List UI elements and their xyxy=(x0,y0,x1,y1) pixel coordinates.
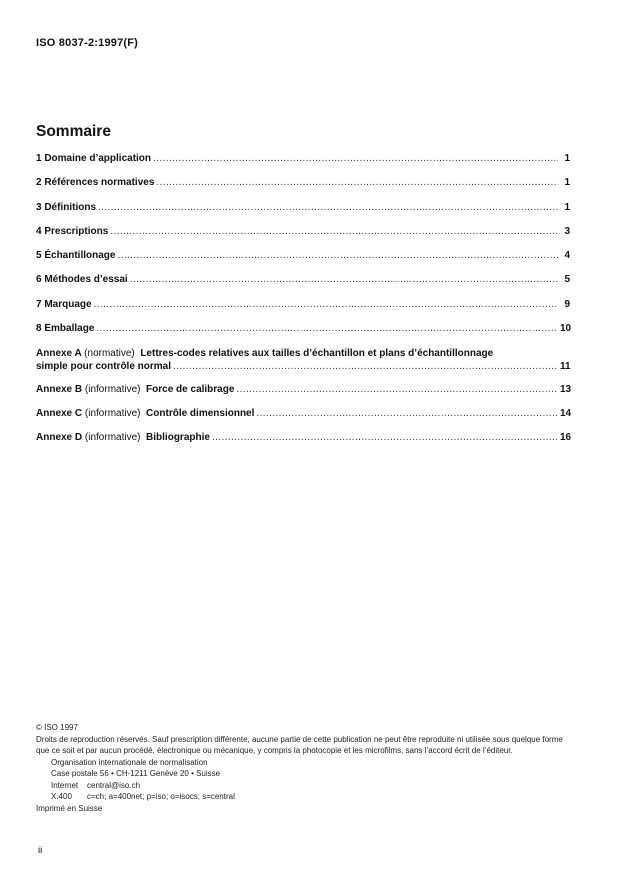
page-title: Sommaire xyxy=(36,123,111,140)
toc-entry-label xyxy=(36,384,234,395)
toc-entry[interactable] xyxy=(36,323,570,337)
internet-label: Internet xyxy=(51,780,79,790)
toc-entry[interactable] xyxy=(36,274,570,288)
toc-entry-label: 6 Méthodes d’essai xyxy=(36,274,128,285)
toc-annex-a-heading[interactable] xyxy=(36,348,493,359)
toc-entry-page: 14 xyxy=(560,408,572,419)
toc-entry[interactable] xyxy=(36,408,570,422)
toc-entry-page: 4 xyxy=(564,250,570,261)
toc-entry[interactable] xyxy=(36,177,570,191)
toc-entry[interactable] xyxy=(36,384,570,398)
copyright-notice: © ISO 1997 xyxy=(36,723,78,732)
toc-annex-title: Force de calibrage xyxy=(146,384,235,395)
toc-entry-label xyxy=(36,408,254,419)
toc-entry-label: 8 Emballage xyxy=(36,323,95,334)
toc-dot-leader xyxy=(236,384,558,395)
toc-dot-leader xyxy=(153,153,558,164)
toc-annex-kind: (informative) xyxy=(84,384,141,395)
internet-address xyxy=(36,780,576,792)
toc-entry-page: 3 xyxy=(564,226,570,237)
organisation-name: Organisation internationale de normalisation xyxy=(51,757,208,767)
printed-in: Imprimé en Suisse xyxy=(36,803,103,813)
toc-entry-page: 1 xyxy=(564,177,570,188)
x400-label: X.400 xyxy=(51,792,72,801)
toc-entry-page: 1 xyxy=(564,202,570,213)
toc-annex-name: Annexe B xyxy=(36,384,83,395)
toc-annex-kind: (informative) xyxy=(84,432,141,443)
postal-address: Case postale 56 • CH-1211 Genève 20 • Suisse xyxy=(51,769,221,778)
toc-entry-label: 1 Domaine d’application xyxy=(36,153,152,164)
toc-entry[interactable] xyxy=(36,432,570,446)
toc-entry-page: 13 xyxy=(560,384,572,395)
toc-annex-name: Annexe A xyxy=(36,348,82,359)
toc-entry-page: 10 xyxy=(560,323,572,334)
x400-address xyxy=(36,791,576,803)
toc-entry-label xyxy=(36,432,210,443)
internet-value: central@iso.ch xyxy=(87,780,141,790)
toc-entry-label: 3 Définitions xyxy=(36,202,97,213)
toc-annex-title: Lettres-codes relatives aux tailles d’échantillon et plans d’échantillonnage xyxy=(140,348,494,359)
toc-dot-leader xyxy=(173,361,558,372)
copyright-rights-text: Droits de reproduction réservés. Sauf prescription différente, aucune partie de cette publication ne peut être reproduite ni utilisée sous quelque forme que ce soit et par aucun procédé, électronique ou mécanique, y compris la photocopie et les microfilms, sans l’accord écrit de l’éditeur. xyxy=(36,734,563,755)
toc-annex-name: Annexe C xyxy=(36,408,83,419)
toc-dot-leader xyxy=(212,432,558,443)
toc-dot-leader xyxy=(256,408,558,419)
toc-entry-page: 11 xyxy=(560,361,571,372)
toc-entry-label: 4 Prescriptions xyxy=(36,226,109,237)
toc-entry-page: 5 xyxy=(564,274,570,285)
copyright-block xyxy=(36,722,576,814)
toc-entry[interactable] xyxy=(36,226,570,240)
toc-annex-kind: (normative) xyxy=(84,348,135,359)
toc-entry[interactable] xyxy=(36,299,570,313)
document-header: ISO 8037-2:1997(F) xyxy=(36,37,139,49)
toc-annex-title-cont: simple pour contrôle normal xyxy=(36,361,172,372)
toc-annex-kind: (informative) xyxy=(84,408,141,419)
toc-dot-leader xyxy=(98,202,558,213)
toc-dot-leader xyxy=(130,274,558,285)
toc-dot-leader xyxy=(117,250,558,261)
toc-entry-label: 5 Échantillonage xyxy=(36,250,116,261)
toc-annex-title: Contrôle dimensionnel xyxy=(146,408,255,419)
toc-annex-name: Annexe D xyxy=(36,432,83,443)
toc-entry-label: 7 Marquage xyxy=(36,299,92,310)
x400-value: c=ch; a=400net; p=iso; o=isocs; s=central xyxy=(87,792,235,801)
toc-entry[interactable] xyxy=(36,153,570,167)
toc-entry-page: 9 xyxy=(564,299,570,310)
page-number: ii xyxy=(38,845,43,856)
toc-entry-label: 2 Références normatives xyxy=(36,177,155,188)
toc-entry-page: 16 xyxy=(560,432,572,443)
toc-dot-leader xyxy=(96,323,558,334)
toc-annex-title: Bibliographie xyxy=(146,432,210,443)
toc-entry[interactable] xyxy=(36,361,570,375)
toc-dot-leader xyxy=(94,299,558,310)
toc-entry-page: 1 xyxy=(564,153,570,164)
toc-entry[interactable] xyxy=(36,250,570,264)
toc-dot-leader xyxy=(156,177,558,188)
toc-dot-leader xyxy=(110,226,558,237)
toc-entry[interactable] xyxy=(36,202,570,216)
